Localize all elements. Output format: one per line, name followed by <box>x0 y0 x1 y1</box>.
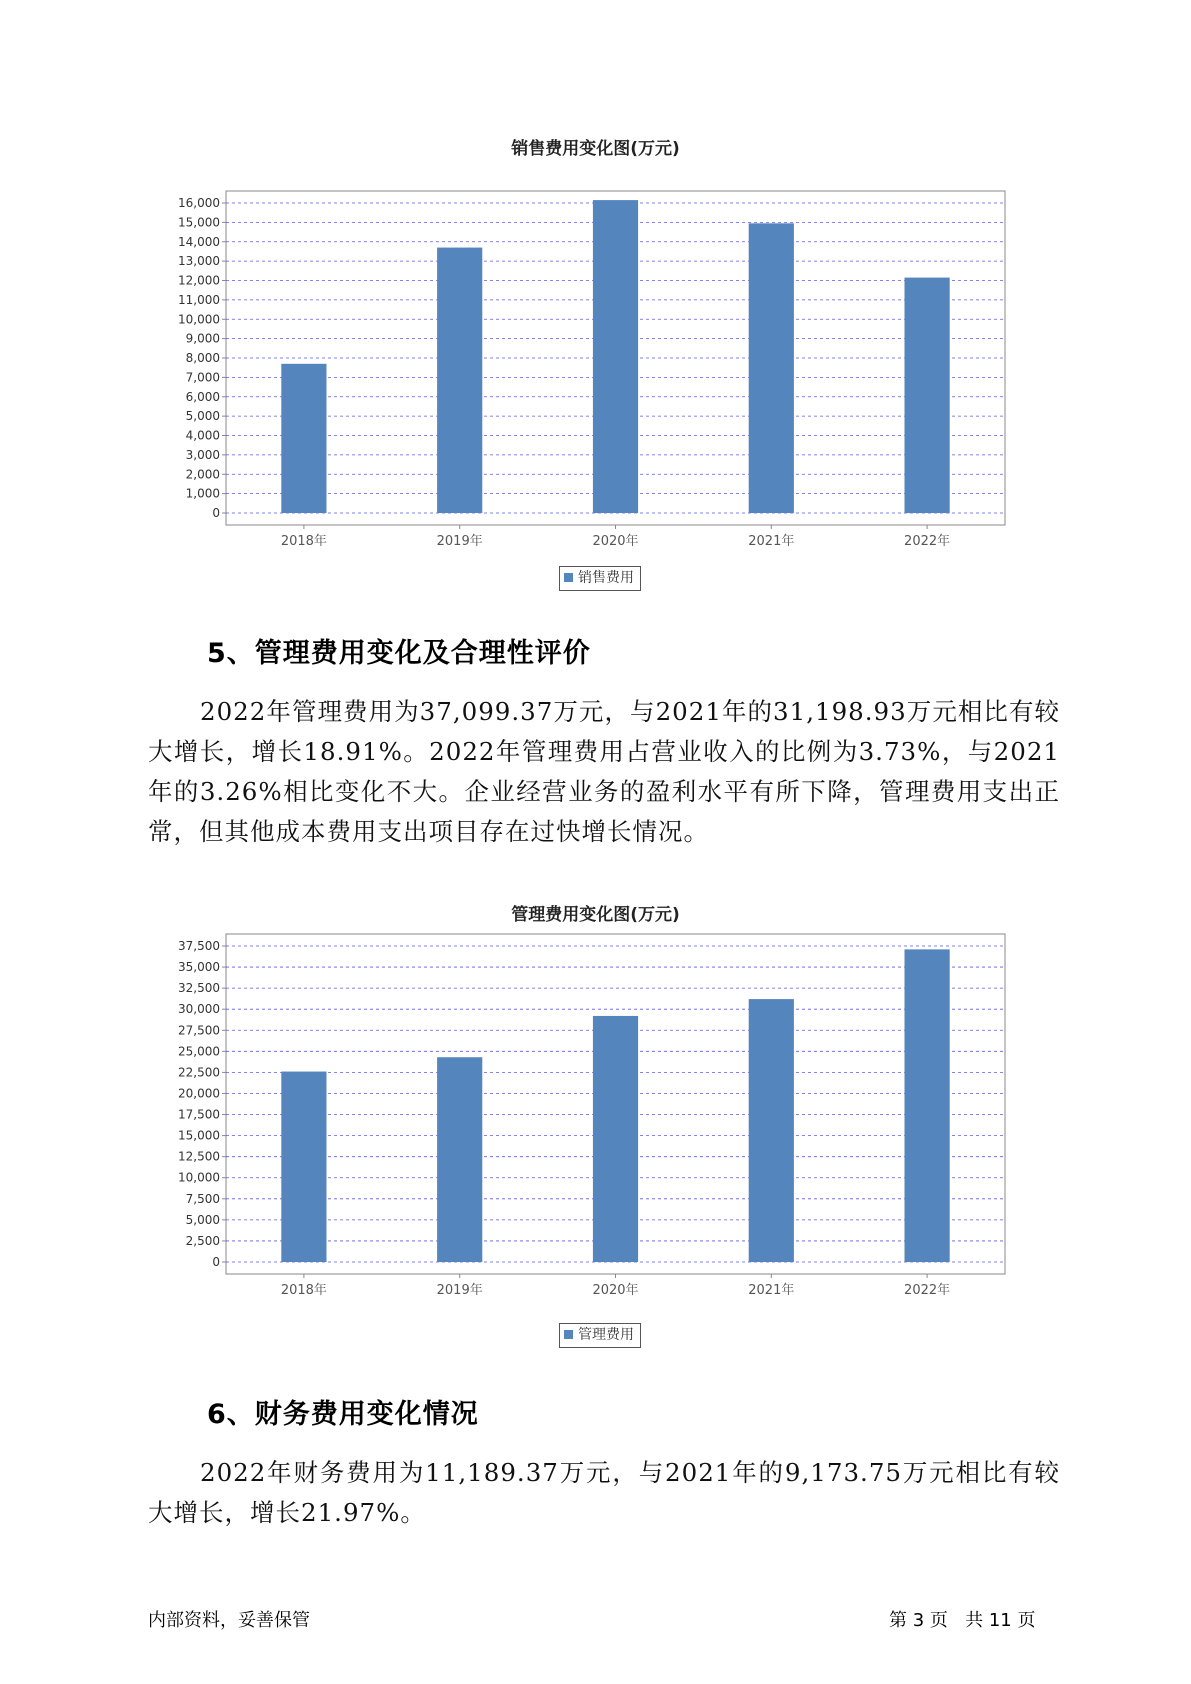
y-tick-label: 11,000 <box>178 292 220 307</box>
page-suffix: 页 <box>1017 1610 1036 1631</box>
legend-swatch-icon <box>564 1330 573 1339</box>
x-tick-label: 2021年 <box>748 1283 795 1298</box>
y-tick-label: 22,500 <box>178 1065 220 1080</box>
x-tick-label: 2019年 <box>436 1283 483 1298</box>
bar-2020年 <box>593 1016 638 1262</box>
bar-2018年 <box>281 1072 326 1262</box>
y-tick-label: 0 <box>212 1255 220 1269</box>
y-tick-label: 5,000 <box>185 409 220 424</box>
y-tick-label: 10,000 <box>178 312 220 327</box>
section-6-heading: 6、财务费用变化情况 <box>207 1399 479 1430</box>
y-tick-label: 14,000 <box>178 234 220 249</box>
y-tick-label: 25,000 <box>178 1044 220 1059</box>
page-total: 11 <box>988 1610 1012 1631</box>
x-tick-label: 2019年 <box>436 534 483 549</box>
page-prefix: 第 <box>889 1610 907 1631</box>
x-tick-label: 2018年 <box>280 534 327 549</box>
page-mid: 页 <box>929 1610 948 1631</box>
x-tick-label: 2020年 <box>592 534 639 549</box>
footer-page-number <box>889 1606 1035 1632</box>
y-tick-label: 0 <box>212 506 220 520</box>
section-5-heading: 5、管理费用变化及合理性评价 <box>207 638 591 669</box>
y-tick-label: 7,500 <box>185 1191 220 1206</box>
x-tick-label: 2021年 <box>748 534 795 549</box>
y-tick-label: 15,000 <box>178 215 220 230</box>
x-tick-label: 2020年 <box>592 1283 639 1298</box>
bar-2022年 <box>905 949 950 1262</box>
y-tick-label: 4,000 <box>185 428 220 443</box>
y-tick-label: 2,500 <box>185 1233 220 1248</box>
bar-2021年 <box>749 999 794 1262</box>
page-total-prefix: 共 <box>965 1610 984 1631</box>
x-tick-label: 2018年 <box>280 1283 327 1298</box>
y-tick-label: 12,500 <box>178 1149 220 1164</box>
y-tick-label: 12,000 <box>178 273 220 288</box>
y-tick-label: 37,500 <box>178 939 220 953</box>
x-tick-label: 2022年 <box>904 534 951 549</box>
y-tick-label: 35,000 <box>178 960 220 975</box>
y-tick-label: 30,000 <box>178 1002 220 1017</box>
y-tick-label: 13,000 <box>178 254 220 269</box>
page-current: 3 <box>912 1610 925 1631</box>
y-tick-label: 2,000 <box>185 467 220 482</box>
footer-confidential-note: 内部资料，妥善保管 <box>148 1610 310 1631</box>
section-5-paragraph: 2022年管理费用为37,099.37万元，与2021年的31,198.93万元相比有较大增长，增长18.91%。2022年管理费用占营业收入的比例为3.73%，与2021年的3.26%相比变化不大。企业经营业务的盈利水平有所下降，管理费用支出正常，但其他成本费用支出项目存在过快增长情况。 <box>148 697 1060 846</box>
bar-2019年 <box>437 1057 482 1262</box>
y-tick-label: 32,500 <box>178 981 220 996</box>
y-tick-label: 16,000 <box>178 196 220 210</box>
y-tick-label: 3,000 <box>185 447 220 462</box>
chart-2-title: 管理费用变化图(万元) <box>511 905 680 925</box>
y-tick-label: 9,000 <box>185 331 220 346</box>
y-tick-label: 6,000 <box>185 389 220 404</box>
y-tick-label: 8,000 <box>185 351 220 365</box>
y-tick-label: 27,500 <box>178 1023 220 1038</box>
x-tick-label: 2022年 <box>904 1283 951 1298</box>
y-tick-label: 10,000 <box>178 1170 220 1185</box>
y-tick-label: 17,500 <box>178 1107 220 1122</box>
chart-2-legend-label: 管理费用 <box>578 1327 634 1343</box>
section-6-paragraph: 2022年财务费用为11,189.37万元，与2021年的9,173.75万元相比有较大增长，增长21.97%。 <box>148 1458 1060 1527</box>
chart-2-legend <box>559 1323 641 1348</box>
y-tick-label: 15,000 <box>178 1128 220 1143</box>
chart-1-title: 销售费用变化图(万元) <box>511 139 680 159</box>
y-tick-label: 5,000 <box>185 1212 220 1227</box>
y-tick-label: 7,000 <box>185 370 220 385</box>
y-tick-label: 1,000 <box>185 486 220 501</box>
chart-1-legend-label: 销售费用 <box>578 570 634 586</box>
y-tick-label: 20,000 <box>178 1086 220 1101</box>
